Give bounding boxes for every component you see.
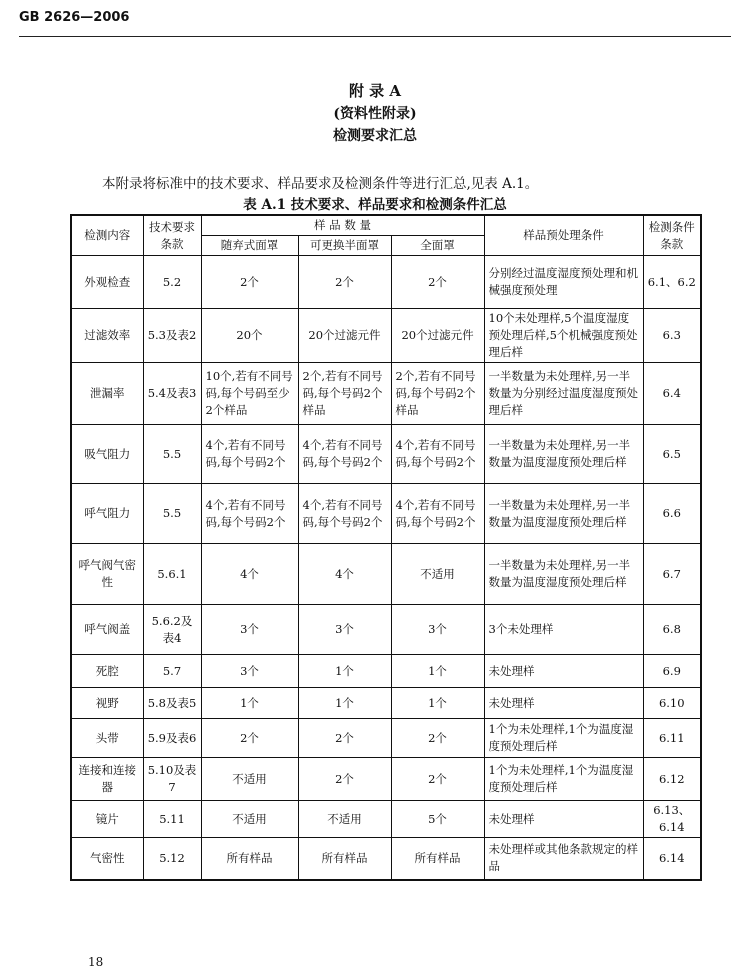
page-number: 18 (88, 955, 104, 969)
cell-full-face: 2个 (391, 719, 484, 758)
cell-full-face: 2个 (391, 256, 484, 309)
header-full: 全面罩 (391, 236, 484, 256)
table-row (71, 655, 701, 688)
cell-disposable: 2个 (201, 256, 298, 309)
header-pretreat: 样品预处理条件 (484, 215, 643, 256)
cell-pretreatment: 一半数量为未处理样,另一半数量为温度湿度预处理后样 (484, 484, 643, 544)
cell-full-face: 不适用 (391, 544, 484, 605)
header-disposable: 随弃式面罩 (201, 236, 298, 256)
cell-requirement: 5.5 (143, 484, 201, 544)
cell-pretreatment: 分别经过温度湿度预处理和机械强度预处理 (484, 256, 643, 309)
cell-full-face: 2个 (391, 758, 484, 801)
cell-disposable: 不适用 (201, 801, 298, 838)
cell-test-clause: 6.5 (643, 425, 701, 484)
cell-pretreatment: 3个未处理样 (484, 605, 643, 655)
cell-full-face: 5个 (391, 801, 484, 838)
header-sample-qty: 样 品 数 量 (201, 215, 484, 236)
cell-disposable: 不适用 (201, 758, 298, 801)
cell-test-clause: 6.1、6.2 (643, 256, 701, 309)
cell-item: 外观检查 (71, 256, 143, 309)
cell-test-clause: 6.4 (643, 363, 701, 425)
cell-pretreatment: 1个为未处理样,1个为温度湿度预处理后样 (484, 758, 643, 801)
cell-replaceable: 所有样品 (298, 838, 391, 880)
cell-disposable: 4个,若有不同号码,每个号码2个 (201, 425, 298, 484)
cell-pretreatment: 一半数量为未处理样,另一半数量为分别经过温度湿度预处理后样 (484, 363, 643, 425)
cell-item: 视野 (71, 688, 143, 719)
cell-test-clause: 6.10 (643, 688, 701, 719)
standard-number: GB 2626—2006 (19, 10, 130, 25)
cell-disposable: 1个 (201, 688, 298, 719)
cell-disposable: 4个 (201, 544, 298, 605)
cell-item: 吸气阻力 (71, 425, 143, 484)
table-row (71, 801, 701, 838)
cell-pretreatment: 未处理样 (484, 688, 643, 719)
cell-replaceable: 3个 (298, 605, 391, 655)
table-row (71, 363, 701, 425)
cell-disposable: 20个 (201, 309, 298, 363)
cell-requirement: 5.11 (143, 801, 201, 838)
table-caption: 表 A.1 技术要求、样品要求和检测条件汇总 (243, 197, 507, 213)
cell-requirement: 5.10及表7 (143, 758, 201, 801)
cell-pretreatment: 一半数量为未处理样,另一半数量为温度湿度预处理后样 (484, 544, 643, 605)
table-row (71, 605, 701, 655)
cell-requirement: 5.8及表5 (143, 688, 201, 719)
cell-pretreatment: 未处理样 (484, 801, 643, 838)
annex-name: 检测要求汇总 (333, 128, 417, 144)
cell-item: 连接和连接器 (71, 758, 143, 801)
cell-replaceable: 4个,若有不同号码,每个号码2个 (298, 484, 391, 544)
table-row (71, 544, 701, 605)
cell-disposable: 3个 (201, 655, 298, 688)
cell-replaceable: 4个 (298, 544, 391, 605)
cell-replaceable: 不适用 (298, 801, 391, 838)
cell-item: 镜片 (71, 801, 143, 838)
cell-full-face: 1个 (391, 688, 484, 719)
annex-type: (资料性附录) (333, 106, 417, 122)
cell-replaceable: 1个 (298, 655, 391, 688)
table-row (71, 758, 701, 801)
cell-pretreatment: 1个为未处理样,1个为温度湿度预处理后样 (484, 719, 643, 758)
table-row (71, 719, 701, 758)
cell-requirement: 5.9及表6 (143, 719, 201, 758)
header-item: 检测内容 (71, 215, 143, 256)
header-clause: 检测条件条款 (643, 215, 701, 256)
cell-test-clause: 6.6 (643, 484, 701, 544)
cell-item: 呼气阻力 (71, 484, 143, 544)
header-replaceable: 可更换半面罩 (298, 236, 391, 256)
cell-item: 过滤效率 (71, 309, 143, 363)
cell-test-clause: 6.12 (643, 758, 701, 801)
cell-test-clause: 6.8 (643, 605, 701, 655)
cell-test-clause: 6.7 (643, 544, 701, 605)
cell-disposable: 所有样品 (201, 838, 298, 880)
cell-replaceable: 2个 (298, 758, 391, 801)
header-req: 技术要求条款 (143, 215, 201, 256)
cell-item: 死腔 (71, 655, 143, 688)
cell-full-face: 2个,若有不同号码,每个号码2个样品 (391, 363, 484, 425)
cell-replaceable: 1个 (298, 688, 391, 719)
cell-requirement: 5.4及表3 (143, 363, 201, 425)
cell-requirement: 5.12 (143, 838, 201, 880)
table-row (71, 838, 701, 880)
cell-test-clause: 6.14 (643, 838, 701, 880)
cell-replaceable: 2个 (298, 719, 391, 758)
cell-replaceable: 20个过滤元件 (298, 309, 391, 363)
cell-test-clause: 6.3 (643, 309, 701, 363)
cell-full-face: 4个,若有不同号码,每个号码2个 (391, 484, 484, 544)
requirements-table (70, 214, 702, 881)
cell-replaceable: 2个,若有不同号码,每个号码2个样品 (298, 363, 391, 425)
header-rule (19, 36, 731, 37)
cell-requirement: 5.3及表2 (143, 309, 201, 363)
cell-item: 气密性 (71, 838, 143, 880)
cell-requirement: 5.6.2及表4 (143, 605, 201, 655)
cell-test-clause: 6.13、6.14 (643, 801, 701, 838)
cell-item: 呼气阀盖 (71, 605, 143, 655)
cell-disposable: 4个,若有不同号码,每个号码2个 (201, 484, 298, 544)
cell-test-clause: 6.9 (643, 655, 701, 688)
table-row (71, 688, 701, 719)
cell-full-face: 3个 (391, 605, 484, 655)
cell-test-clause: 6.11 (643, 719, 701, 758)
cell-disposable: 3个 (201, 605, 298, 655)
cell-pretreatment: 一半数量为未处理样,另一半数量为温度湿度预处理后样 (484, 425, 643, 484)
table-row (71, 484, 701, 544)
cell-requirement: 5.6.1 (143, 544, 201, 605)
cell-replaceable: 4个,若有不同号码,每个号码2个 (298, 425, 391, 484)
cell-disposable: 2个 (201, 719, 298, 758)
cell-requirement: 5.5 (143, 425, 201, 484)
cell-full-face: 20个过滤元件 (391, 309, 484, 363)
cell-item: 呼气阀气密性 (71, 544, 143, 605)
cell-pretreatment: 未处理样 (484, 655, 643, 688)
cell-disposable: 10个,若有不同号码,每个号码至少2个样品 (201, 363, 298, 425)
table-row (71, 256, 701, 309)
cell-full-face: 所有样品 (391, 838, 484, 880)
intro-paragraph: 本附录将标准中的技术要求、样品要求及检测条件等进行汇总,见表 A.1。 (102, 176, 539, 192)
table-row (71, 309, 701, 363)
annex-title: 附 录 A (348, 82, 402, 100)
cell-full-face: 1个 (391, 655, 484, 688)
cell-requirement: 5.2 (143, 256, 201, 309)
cell-item: 泄漏率 (71, 363, 143, 425)
cell-full-face: 4个,若有不同号码,每个号码2个 (391, 425, 484, 484)
cell-requirement: 5.7 (143, 655, 201, 688)
table-row (71, 425, 701, 484)
cell-pretreatment: 10个未处理样,5个温度湿度预处理后样,5个机械强度预处理后样 (484, 309, 643, 363)
cell-pretreatment: 未处理样或其他条款规定的样品 (484, 838, 643, 880)
cell-replaceable: 2个 (298, 256, 391, 309)
cell-item: 头带 (71, 719, 143, 758)
